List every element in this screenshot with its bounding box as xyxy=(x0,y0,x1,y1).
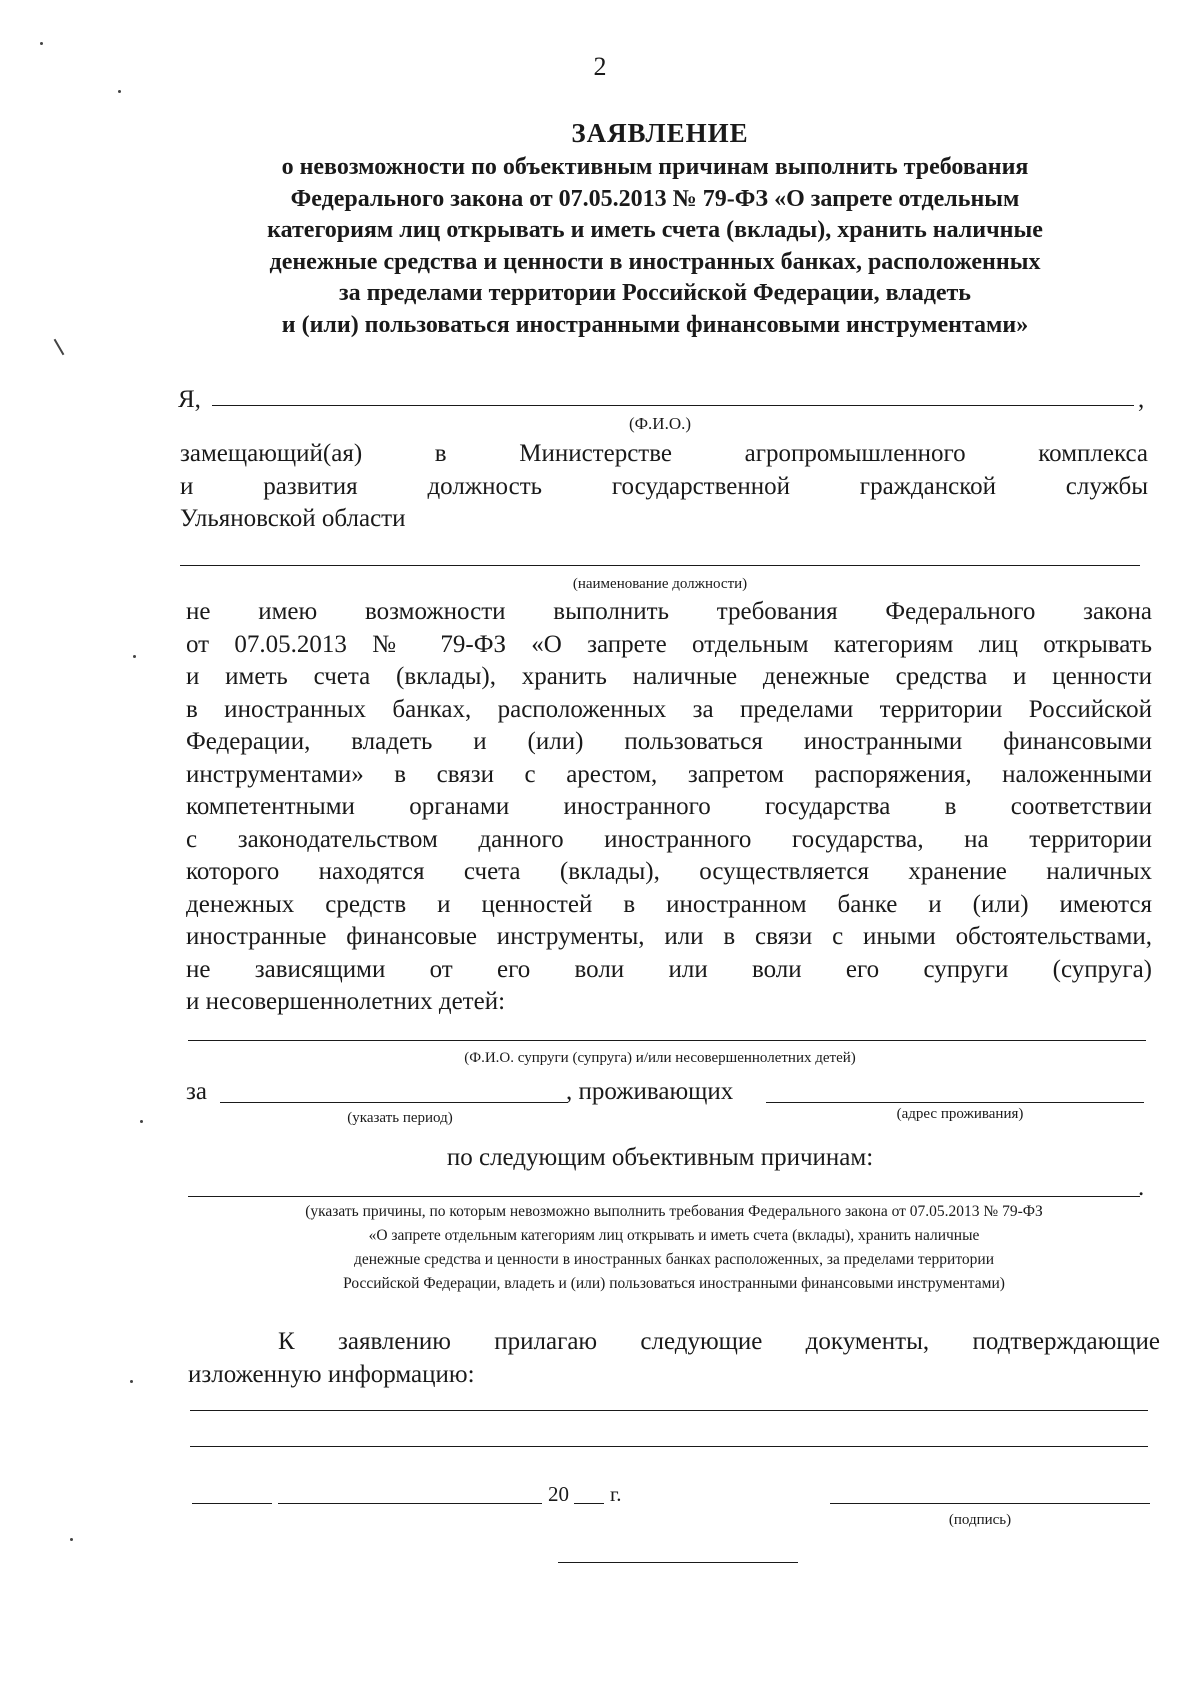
reasons-caption-line: Российской Федерации, владеть и (или) пользоваться иностранными финансовыми инструментами) xyxy=(343,1275,1005,1292)
living-label: , проживающих xyxy=(566,1078,734,1105)
main-line: денежных средств и ценностей в иностранном банке и (или) имеются xyxy=(186,890,1152,918)
reasons-field[interactable] xyxy=(188,1196,1140,1197)
main-paragraph xyxy=(186,596,1152,1019)
main-line: компетентными органами иностранного государства в соответствии xyxy=(186,793,1152,820)
date-year-suffix: г. xyxy=(610,1482,622,1506)
main-line: не зависящими от его воли или воли его супруги (супруга) xyxy=(186,955,1152,983)
main-line: с законодательством данного иностранного государства, на территории xyxy=(186,825,1152,853)
subtitle-line: о невозможности по объективным причинам выполнить требования xyxy=(281,154,1029,180)
main-line: в иностранных банках, расположенных за пределами территории Российской xyxy=(186,695,1152,723)
address-caption: (адрес проживания) xyxy=(896,1106,1024,1122)
attach-line: изложенную информацию: xyxy=(188,1361,475,1388)
main-line: Федерации, владеть и (или) пользоваться иностранными финансовыми xyxy=(186,728,1152,755)
position-field[interactable] xyxy=(180,565,1140,566)
scan-speck xyxy=(40,42,43,45)
main-line: и иметь счета (вклады), хранить наличные денежные средства и ценности xyxy=(186,663,1152,690)
subtitle-line: и (или) пользоваться иностранными финансовыми инструментами» xyxy=(281,311,1029,338)
reasons-dot: . xyxy=(1138,1174,1145,1201)
date-year-prefix: 20 xyxy=(548,1482,569,1506)
scan-speck xyxy=(133,655,136,658)
reasons-caption-line: (указать причины, по которым невозможно выполнить требования Федерального закона от 07.05.2013 № 79-ФЗ xyxy=(305,1203,1043,1220)
spouse-field[interactable] xyxy=(188,1040,1146,1041)
attach-line: К заявлению прилагаю следующие документы, подтверждающие xyxy=(278,1328,1160,1355)
subtitle-line: денежные средства и ценности в иностранных банках, расположенных xyxy=(269,248,1041,275)
subtitle-line: за пределами территории Российской Федерации, владеть xyxy=(338,280,971,306)
scan-speck xyxy=(130,1380,133,1383)
fio-field[interactable] xyxy=(212,405,1134,406)
reasons-caption-line: «О запрете отдельным категориям лиц открывать и иметь счета (вклады), хранить наличные xyxy=(368,1227,980,1244)
date-year-field[interactable] xyxy=(574,1503,604,1504)
spouse-caption: (Ф.И.О. супруги (супруга) и/или несовершеннолетних детей) xyxy=(464,1050,856,1066)
reasons-caption xyxy=(186,1200,1162,1296)
attachment-field[interactable] xyxy=(190,1410,1148,1411)
position-line: замещающий(ая) в Министерстве агропромышленного комплекса xyxy=(180,440,1148,467)
footer-separator xyxy=(558,1562,798,1563)
main-line: и несовершеннолетних детей: xyxy=(186,988,506,1015)
reasons-caption-line: денежные средства и ценности в иностранных банках расположенных, за пределами территории xyxy=(353,1251,994,1268)
document-title: ЗАЯВЛЕНИЕ xyxy=(571,118,749,148)
za-label: за xyxy=(186,1078,207,1105)
page-number: 2 xyxy=(593,52,607,81)
position-block xyxy=(180,438,1148,536)
fio-comma: , xyxy=(1138,386,1145,413)
period-field[interactable] xyxy=(220,1102,568,1103)
date-month-field[interactable] xyxy=(278,1503,542,1504)
scan-speck xyxy=(70,1538,73,1541)
main-line: от 07.05.2013 № 79-ФЗ «О запрете отдельным категориям лиц открывать xyxy=(186,630,1152,658)
position-line: Ульяновской области xyxy=(180,505,406,532)
subtitle-line: Федерального закона от 07.05.2013 № 79-ФЗ «О запрете отдельным xyxy=(290,185,1020,212)
position-line: и развития должность государственной гражданской службы xyxy=(180,472,1148,500)
attachment-field[interactable] xyxy=(190,1446,1148,1447)
scan-mark xyxy=(54,339,65,356)
date-day-field[interactable] xyxy=(192,1503,272,1504)
main-line: иностранные финансовые инструменты, или в связи с иными обстоятельствами, xyxy=(186,923,1152,950)
main-line: не имею возможности выполнить требования Федерального закона xyxy=(186,598,1152,625)
subtitle-line: категориям лиц открывать и иметь счета (вклады), хранить наличные xyxy=(267,217,1043,243)
address-field[interactable] xyxy=(766,1102,1144,1103)
fio-caption: (Ф.И.О.) xyxy=(628,414,692,433)
reasons-heading: по следующим объективным причинам: xyxy=(446,1144,874,1171)
scan-speck xyxy=(140,1120,143,1123)
position-caption: (наименование должности) xyxy=(572,576,748,592)
ya-label: Я, xyxy=(178,386,201,413)
signature-caption: (подпись) xyxy=(948,1512,1012,1528)
scan-speck xyxy=(118,90,121,93)
document-subtitle xyxy=(185,152,1125,341)
signature-field[interactable] xyxy=(830,1503,1150,1504)
main-line: инструментами» в связи с арестом, запретом распоряжения, наложенными xyxy=(186,760,1152,788)
main-line: которого находятся счета (вклады), осуществляется хранение наличных xyxy=(186,858,1152,885)
period-caption: (указать период) xyxy=(347,1110,453,1126)
